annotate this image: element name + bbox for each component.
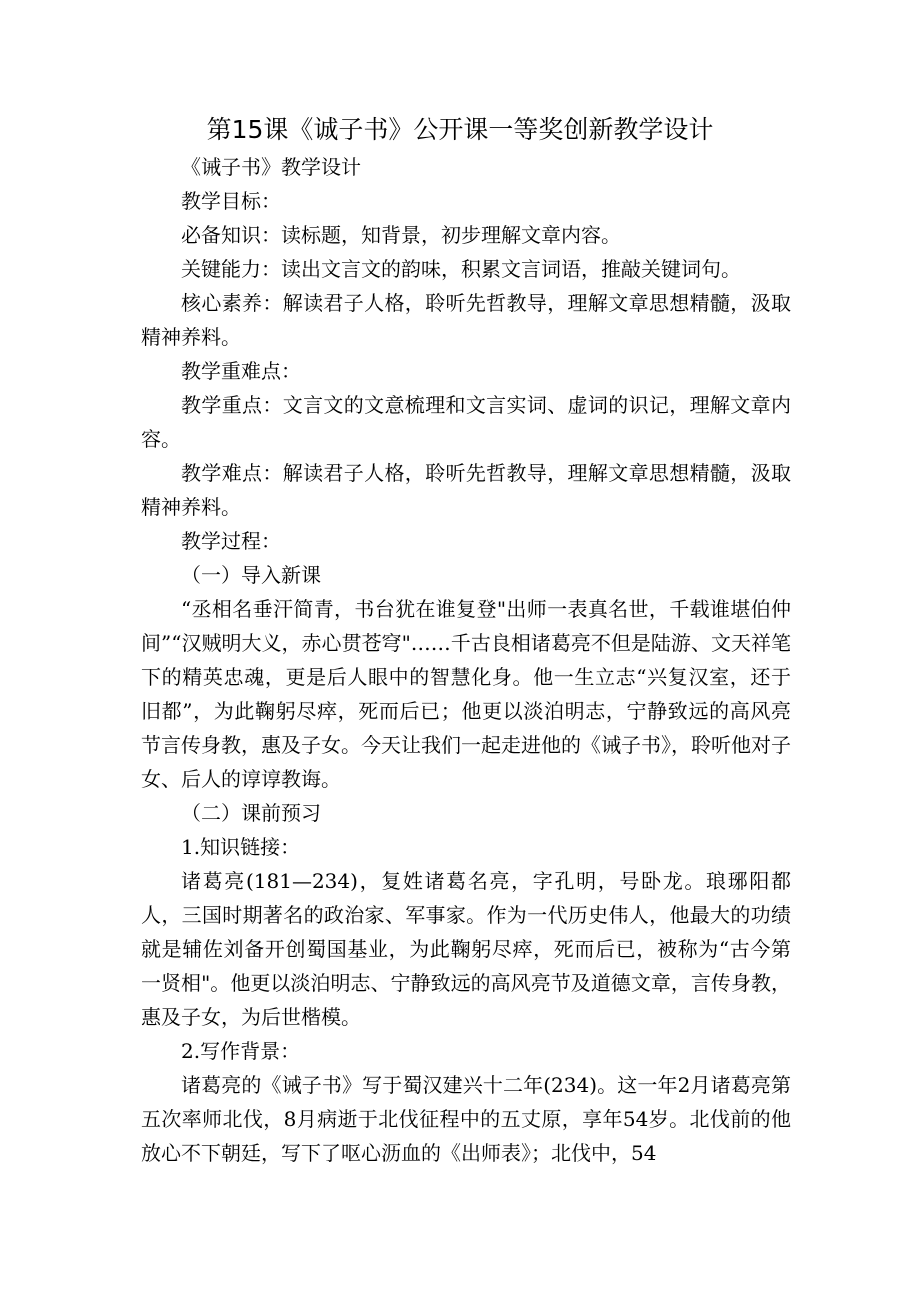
paragraph-key-points-heading: 教学重难点：	[181, 359, 301, 383]
document-title: 第15课《诚子书》公开课一等奖创新教学设计	[206, 115, 714, 144]
document-body	[141, 150, 791, 1170]
paragraph-zhuge-liang: 诸葛亮(181—234)，复姓诸葛名亮，字孔明，号卧龙。琅琊阳都人，三国时期著名的政治家、军事家。作为一代历史伟人，他最大的功绩就是辅佐刘备开创蜀国基业，为此鞠躬尽瘁，死而后已，被称为“古今第一贤相"。他更以淡泊明志、宁静致远的高风亮节及道德文章，言传身教，惠及子女，为后世楷模。	[141, 869, 791, 1029]
paragraph-process-heading: 教学过程：	[181, 529, 281, 553]
paragraph-intro: “丞相名垂汗简青，书台犹在谁复登"出师一表真名世，千载谁堪伯仲间”“汉贼明大义，赤心贯苍穹"……千古良相诸葛亮不但是陆游、文天祥笔下的精英忠魂，更是后人眼中的智慧化身。他一生立志“兴复汉室，还于旧都”，为此鞠躬尽瘁，死而后已；他更以淡泊明志，宁静致远的高风亮节言传身教，惠及子女。今天让我们一起走进他的《诫子书》，聆听他对子女、后人的谆谆教诲。	[141, 597, 791, 791]
paragraph-knowledge: 必备知识：读标题，知背景，初步理解文章内容。	[181, 223, 621, 247]
paragraph-difficulty: 教学难点：解读君子人格，聆听先哲教导，理解文章思想精髓，汲取精神养料。	[141, 461, 791, 519]
paragraph-section-preview-heading: （二）课前预习	[181, 801, 321, 825]
paragraph-background-heading: 2.写作背景：	[181, 1039, 301, 1063]
paragraph-section-intro-heading: （一）导入新课	[181, 563, 321, 587]
paragraph-ability: 关键能力：读出文言文的韵味，积累文言词语，推敲关键词句。	[181, 257, 741, 281]
paragraph-literacy: 核心素养：解读君子人格，聆听先哲教导，理解文章思想精髓，汲取精神养料。	[141, 291, 791, 349]
paragraph-focus: 教学重点：文言文的文意梳理和文言实词、虚词的识记，理解文章内容。	[141, 393, 791, 451]
paragraph-knowledge-link-heading: 1.知识链接：	[181, 835, 301, 859]
paragraph-design-heading: 《诫子书》教学设计	[181, 155, 361, 179]
paragraph-background: 诸葛亮的《诫子书》写于蜀汉建兴十二年(234)。这一年2月诸葛亮第五次率师北伐，8月病逝于北伐征程中的五丈原，享年54岁。北伐前的他放心不下朝廷，写下了呕心沥血的《出师表》；北伐中，54	[141, 1073, 791, 1165]
paragraph-objectives-heading: 教学目标：	[181, 189, 281, 213]
